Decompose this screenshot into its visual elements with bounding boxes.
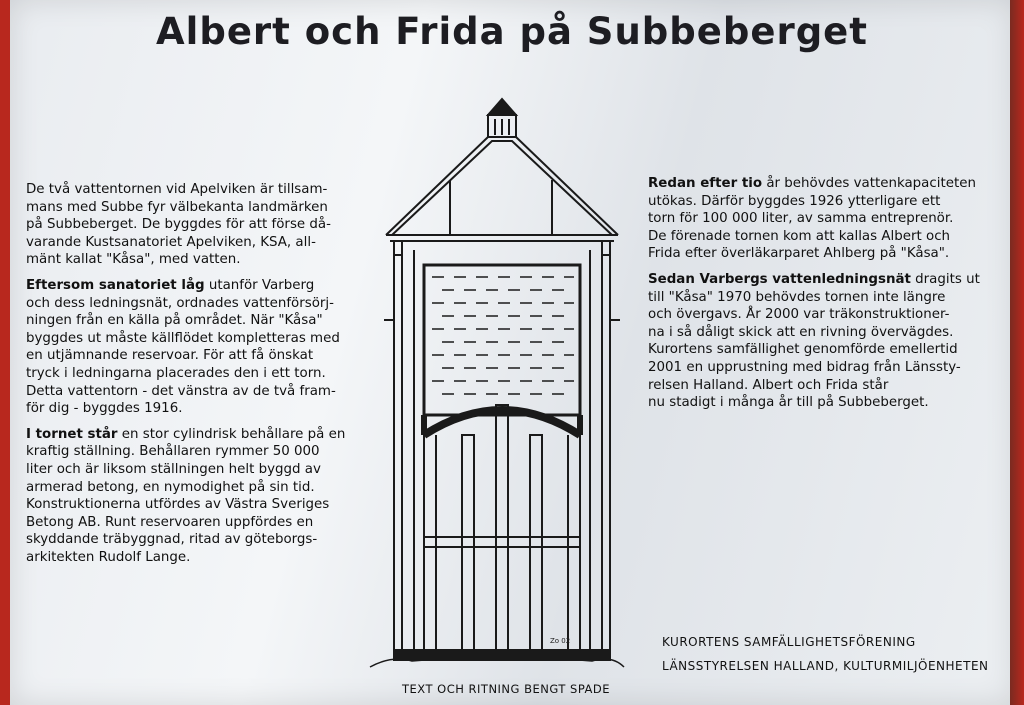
footer-line: KURORTENS SAMFÄLLIGHETSFÖRENING — [662, 635, 916, 649]
right-text-column — [648, 175, 1008, 420]
paragraph: De två vattentornen vid Apelviken är tillsam- mans med Subbe fyr välbekanta landmärken på Subbeberget. De byggdes för att förse då- varande Kustsanatoriet Apelviken, KSA, all- mänt kallat "Kåsa", med vatten. — [26, 182, 331, 268]
paragraph: Redan efter tio år behövdes vattenkapaciteten utökas. Därför byggdes 1926 ytterligare ett torn för 100 000 liter, av samma entreprenör. De förenade tornen kom att kallas Albert och Frida efter överläkarparet Ahlberg på "Kåsa". — [648, 176, 976, 262]
footer-credits — [662, 630, 989, 678]
drawing-credit: TEXT OCH RITNING BENGT SPADE — [402, 682, 611, 696]
paragraph: I tornet står en stor cylindrisk behållare på en kraftig ställning. Behållaren rymmer 50 000 liter och är liksom ställningen helt byggd av armerad betong, en nymodighet på sin tid. Konstruktionerna utfördes av Västra Sveriges Betong AB. Runt reservoaren uppfördes en skyddande träbyggnad, ritad av göteborgs- arkitekten Rudolf Lange. — [26, 426, 346, 565]
plaque-frame-edge — [1010, 0, 1024, 705]
paragraph: Eftersom sanatoriet låg utanför Varberg och dess ledningsnät, ordnades vattenförsörj- ningen från en källa på området. När "Kåsa" byggdes ut måste källflödet kompletteras med en utjämnande reservoar. För att få önskat tryck i ledningarna placerades den i ett torn. Detta vattentorn - det vänstra av de två fram- för dig - byggdes 1916. — [26, 277, 340, 417]
left-text-column — [26, 181, 376, 574]
footer-line: LÄNSSTYRELSEN HALLAND, KULTURMILJÖENHETEN — [662, 659, 989, 673]
plaque-title: Albert och Frida på Subbeberget — [156, 10, 868, 53]
water-tower-drawing — [362, 95, 632, 675]
drawing-signature: Zo 02 — [550, 637, 571, 645]
water-lines — [432, 277, 574, 394]
paragraph: Sedan Varbergs vattenledningsnät dragits ut till "Kåsa" 1970 behövdes tornen inte längre och övergavs. År 2000 var träkonstruktioner- na i så dåligt skick att en rivning övervägdes. Kurortens samfällighet genomförde emellertid 2001 en upprustning med bidrag från Länssty- relsen Halland. Albert och Frida står nu stadigt i många år till på Subbeberget. — [648, 271, 980, 411]
